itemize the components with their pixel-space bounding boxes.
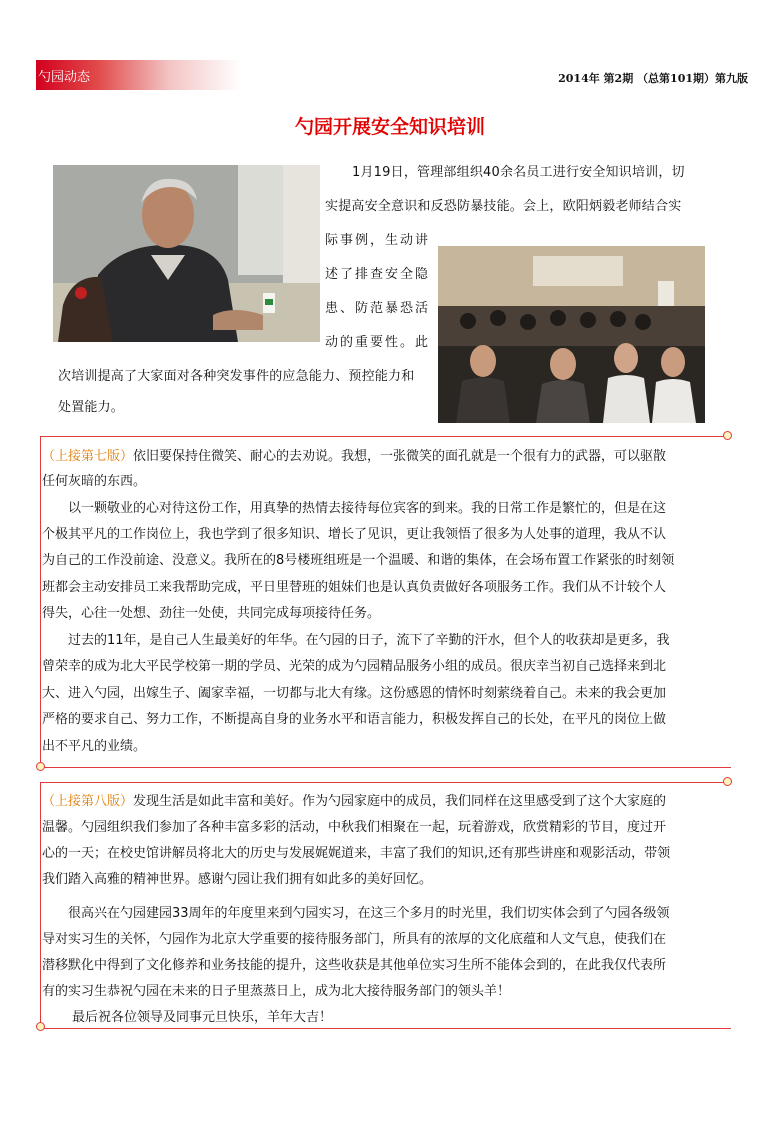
speaker-photo bbox=[53, 165, 320, 342]
section-label: 勺园动态 bbox=[38, 70, 91, 85]
block1-line: 得失，心往一处想、劲往一处使，共同完成每项接待任务。 bbox=[42, 606, 381, 621]
block1-line: 个极其平凡的工作岗位上，我也学到了很多知识、增长了见识，更让我领悟了很多为人处事的道理，我从不认 bbox=[42, 527, 667, 542]
article-line-2: 实提高安全意识和反恐防暴技能。会上，欧阳炳毅老师结合实 bbox=[325, 199, 682, 214]
frame-corner-dot bbox=[36, 762, 45, 771]
block2-line: 最后祝各位领导及同事元旦快乐，羊年大吉！ bbox=[72, 1010, 333, 1025]
article-line-1: 1月19日，管理部组织40余名员工进行安全知识培训，切 bbox=[352, 165, 685, 180]
article-line-3: 际事例，生动讲 bbox=[325, 233, 431, 248]
block2-line: 潜移默化中得到了文化修养和业务技能的提升，这些收获是其他单位实习生所不能体会到的，在此我仅代表所 bbox=[42, 958, 667, 973]
block2-line: 心的一天；在校史馆讲解员将北大的历史与发展娓娓道来，丰富了我们的知识,还有那些讲座和观影活动，带领 bbox=[42, 846, 671, 861]
audience-photo bbox=[438, 246, 705, 423]
frame-corner-dot bbox=[36, 1022, 45, 1031]
block2-line: 导对实习生的关怀，勺园作为北京大学重要的接待服务部门，所具有的浓厚的文化底蕴和人文气息，使我们在 bbox=[42, 932, 667, 947]
block1-line: 任何灰暗的东西。 bbox=[42, 474, 147, 489]
block1-line: 过去的11年，是自己人生最美好的年华。在勺园的日子，流下了辛勤的汗水，但个人的收获却是更多，我 bbox=[68, 633, 670, 648]
block2-line: 很高兴在勺园建园33周年的年度里来到勺园实习，在这三个多月的时光里，我们切实体会到了勺园各级领 bbox=[68, 906, 670, 921]
continued-from-link[interactable]: （上接第八版） bbox=[42, 794, 134, 809]
article-title: 勺园开展安全知识培训 bbox=[294, 116, 485, 138]
block1-line: 曾荣幸的成为北大平民学校第一期的学员、光荣的成为勺园精品服务小组的成员。很庆幸当初自己选择来到北 bbox=[42, 659, 667, 674]
block2-line: 我们踏入高雅的精神世界。感谢勺园让我们拥有如此多的美好回忆。 bbox=[42, 872, 433, 887]
block2-line: 温馨。勺园组织我们参加了各种丰富多彩的活动，中秋我们相聚在一起，玩着游戏，欣赏精彩的节目，度过开 bbox=[42, 820, 667, 835]
issue-info: 2014年 第2期 （总第101期）第九版 bbox=[558, 72, 748, 85]
frame-corner-dot bbox=[723, 777, 732, 786]
frame-corner-dot bbox=[723, 431, 732, 440]
article-line-8: 处置能力。 bbox=[58, 400, 125, 415]
section-tab bbox=[36, 60, 241, 90]
article-line-7: 次培训提高了大家面对各种突发事件的应急能力、预控能力和 bbox=[58, 369, 415, 384]
block1-line: 出不平凡的业绩。 bbox=[42, 739, 147, 754]
audience-illustration bbox=[438, 246, 705, 423]
block1-line: 以一颗敬业的心对待这份工作，用真挚的热情去接待每位宾客的到来。我的日常工作是繁忙的，但是在这 bbox=[68, 501, 667, 516]
article-line-4: 述了排查安全隐 bbox=[325, 267, 431, 282]
continued-from-link[interactable]: （上接第七版） bbox=[42, 449, 134, 464]
block2-line: 有的实习生恭祝勺园在未来的日子里蒸蒸日上，成为北大接待服务部门的领头羊！ bbox=[42, 984, 511, 999]
block1-line: 大、进入勺园，出嫁生子、阖家幸福，一切都与北大有缘。这份感恩的情怀时刻萦绕着自己。未来的我会更加 bbox=[42, 686, 667, 701]
block1-line: 为自己的工作没前途、没意义。我所在的8号楼班组班是一个温暖、和谐的集体，在会场布置工作紧张的时刻领 bbox=[42, 553, 675, 568]
block2-line-1: （上接第八版）发现生活是如此丰富和美好。作为勺园家庭中的成员，我们同样在这里感受到了这个大家庭的 bbox=[42, 794, 667, 809]
block1-line-1: （上接第七版）依旧要保持住微笑、耐心的去劝说。我想，一张微笑的面孔就是一个很有力的武器，可以驱散 bbox=[42, 449, 667, 464]
article-line-5: 患、防范暴恐活 bbox=[325, 301, 431, 316]
speaker-illustration bbox=[53, 165, 320, 342]
block1-line: 班都会主动安排员工来我帮助完成，平日里替班的姐妹们也是认真负责做好各项服务工作。我们从不计较个人 bbox=[42, 580, 667, 595]
article-line-6: 动的重要性。此 bbox=[325, 335, 431, 350]
block1-line: 严格的要求自己、努力工作，不断提高自身的业务水平和语言能力，积极发挥自己的长处，在平凡的岗位上做 bbox=[42, 712, 667, 727]
